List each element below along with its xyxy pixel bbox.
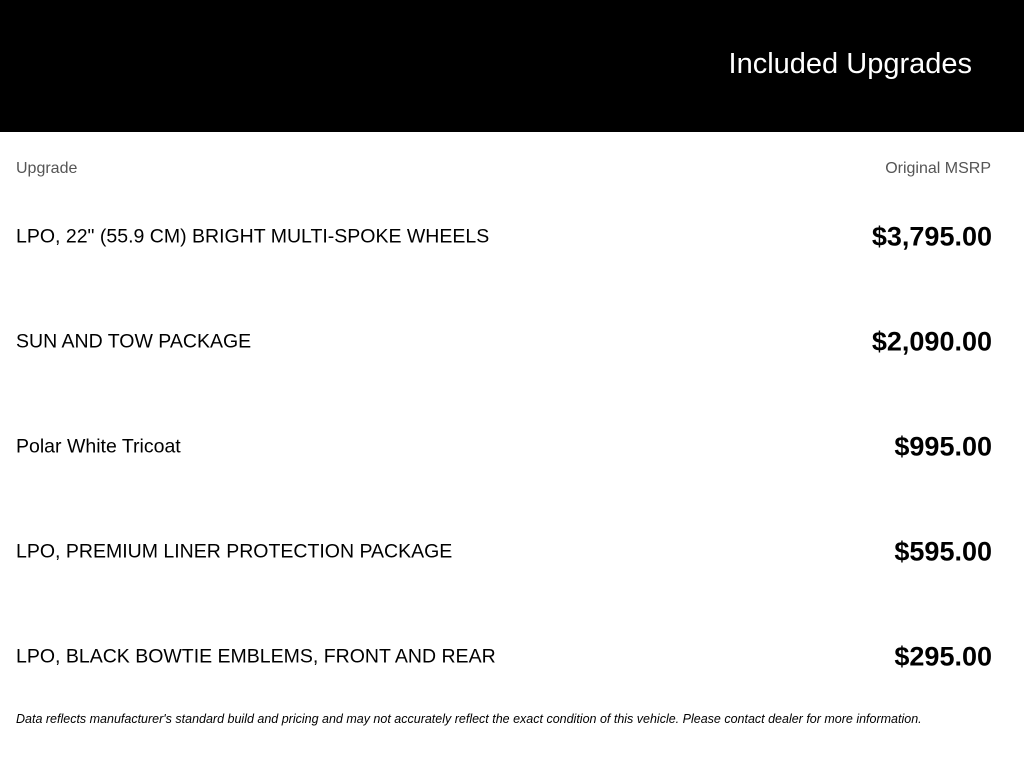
upgrade-name: Polar White Tricoat [16, 435, 181, 458]
upgrade-row [0, 427, 1024, 467]
upgrade-row [0, 322, 1024, 362]
upgrade-price: $595.00 [894, 536, 992, 567]
page-title: Included Upgrades [728, 48, 972, 80]
column-header-upgrade: Upgrade [16, 160, 78, 177]
upgrade-row [0, 217, 1024, 257]
upgrade-price: $295.00 [894, 641, 992, 672]
upgrade-row [0, 637, 1024, 677]
upgrade-name: LPO, PREMIUM LINER PROTECTION PACKAGE [16, 540, 453, 563]
upgrade-name: SUN AND TOW PACKAGE [16, 330, 252, 353]
header-banner [0, 0, 1024, 132]
column-header-msrp: Original MSRP [885, 160, 991, 177]
disclaimer-text: Data reflects manufacturer's standard build and pricing and may not accurately reflect the exact condition of this vehicle. Please contact dealer for more information. [16, 712, 922, 726]
upgrade-price: $2,090.00 [871, 326, 992, 357]
upgrade-name: LPO, 22" (55.9 CM) BRIGHT MULTI-SPOKE WHEELS [16, 225, 490, 248]
upgrade-name: LPO, BLACK BOWTIE EMBLEMS, FRONT AND REAR [16, 645, 496, 668]
upgrade-price: $995.00 [894, 431, 992, 462]
upgrade-row [0, 532, 1024, 572]
upgrade-price: $3,795.00 [871, 221, 992, 252]
